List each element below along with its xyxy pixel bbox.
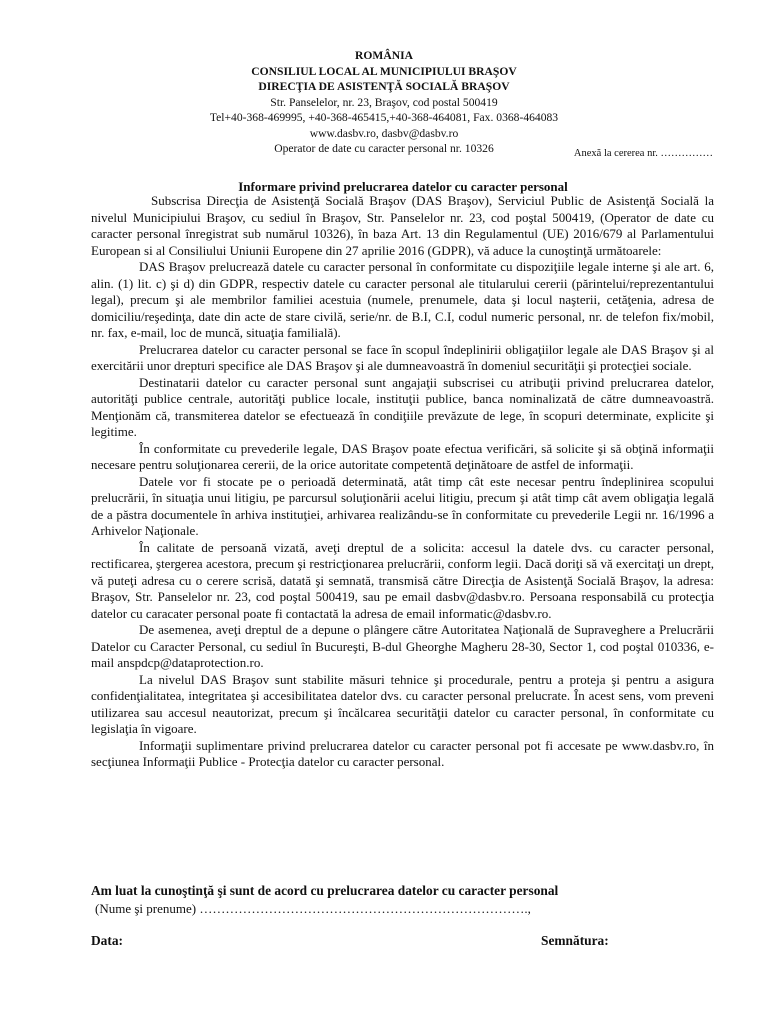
paragraph-verifications: În conformitate cu prevederile legale, DAS Braşov poate efectua verificări, să solicite şi să obţină informaţii necesare pentru soluţionarea cererii, de la orice autoritate competentă deţinătoare de astfel de informaţii.	[91, 440, 714, 472]
council-name: CONSILIUL LOCAL AL MUNICIPIULUI BRAŞOV	[251, 64, 517, 78]
paragraph-security: La nivelul DAS Braşov sunt stabilite măsuri tehnice şi procedurale, pentru a proteja şi pentru a asigura confidenţialitatea, integritatea şi accesibilitatea datelor dvs. cu caracter personal prelucrate. În acest sens, vom preveni utilizarea sau accesul neautorizat, precum şi încălcarea securităţii datelor cu caracter personal, în conformitate cu legislaţia în vigoare.	[91, 671, 714, 736]
paragraph-data-processed: DAS Braşov prelucrează datele cu caracter personal în conformitate cu dispoziţiile legale interne şi ale art. 6, alin. (1) lit. c) şi d) din GDPR, respectiv datele cu caracter personal ale titularului cererii (părintelui/reprezentantului legal), precum şi ale membrilor familiei acestuia (numele, prenumele, data şi locul naşterii, cetăţenia, adresa de domiciliu/reşedinţa, date din acte de stare civilă, serie/nr. de B.I, C.I, codul numeric personal, nr. de telefon fix/mobil, nr. fax, e-mail, loc de muncă, situaţia familială).	[91, 259, 714, 340]
paragraph-purpose: Prelucrarea datelor cu caracter personal se face în scopul îndeplinirii obligaţiilor legale ale DAS Braşov şi al exercitării unor drepturi specifice ale DAS Braşov şi ale dumneavoastră în domeniul securităţii şi protecţiei sociale.	[91, 341, 714, 373]
document-body	[91, 193, 714, 771]
annex-reference: Anexă la cererea nr. ……………	[573, 148, 713, 159]
date-field-label: Data:	[91, 933, 123, 948]
operator-number: Operator de date cu caracter personal nr. 10326	[274, 142, 494, 155]
postal-address: Str. Panselelor, nr. 23, Braşov, cod postal 500419	[270, 95, 498, 109]
letterhead	[0, 48, 768, 157]
consent-statement: Am luat la cunoştinţă şi sunt de acord cu prelucrarea datelor cu caracter personal	[91, 883, 559, 898]
paragraph-rights: În calitate de persoană vizată, aveţi dreptul de a solicita: accesul la datele dvs. cu caracter personal, rectificarea, ştergerea acestora, precum şi restricţionarea prelucrării, conform legii. Dacă doriţi să vă exercitaţi un drept, vă puteţi adresa cu o cerere scrisă, datată şi semnată, transmisă către Direcţia de Asistenţă Socială Braşov, la adresa: Braşov, Str. Panselelor nr. 23, cod poştal 500419, sau pe email dasbv@dasbv.ro. Persoana responsabilă cu protecţia datelor cu caracater personal poate fi contactată la adresa de email informatic@dasbv.ro.	[91, 539, 714, 621]
paragraph-storage: Datele vor fi stocate pe o perioadă determinată, atât timp cât este necesar pentru îndeplinirea scopului prelucrării, în situaţia unui litigiu, pe parcursul soluţionării acelui litigiu, precum şi atât timp cât avem obligaţia legală de a păstra documentele în arhiva instituţiei, arhivarea realizându-se în conformitate cu prevederile Legii nr. 16/1996 a Arhivelor Naţionale.	[91, 473, 714, 538]
signature-field-label: Semnătura:	[541, 933, 609, 948]
phone-fax-line: Tel+40-368-469995, +40-368-465415,+40-368-464081, Fax. 0368-464083	[209, 111, 559, 124]
name-field[interactable]: (Nume şi prenume) ………………………………………………………………….,	[95, 901, 531, 916]
paragraph-complaint: De asemenea, aveţi dreptul de a depune o plângere către Autoritatea Naţională de Supraveghere a Prelucrării Datelor cu Caracter Personal, cu sediul în Bucureşti, B-dul Gheorghe Magheru 28-30, Sector 1, cod poştal 010336, e-mail anspdcp@dataprotection.ro.	[91, 622, 714, 670]
directorate-name: DIRECŢIA DE ASISTENŢĂ SOCIALĂ BRAŞOV	[258, 80, 510, 93]
paragraph-intro: Subscrisa Direcţia de Asistenţă Socială Braşov (DAS Braşov), Serviciul Public de Asistenţă Socială la nivelul Municipiului Braşov, cu sediul în Braşov, Str. Panselelor nr. 23, cod poştal 500419, (Operator de date cu caracter personal înregistrat sub numărul 10326), în baza Art. 13 din Regulamentul (UE) 2016/679 al Parlamentului European si al Consiliului Uniunii Europene din 27 aprilie 2016 (GDPR), vă aduce la cunoştinţă următoarele:	[91, 193, 714, 258]
paragraph-more-info: Informaţii suplimentare privind prelucrarea datelor cu caracter personal pot fi accesate pe www.dasbv.ro, în secţiunea Informaţii Publice - Protecţia datelor cu caracter personal.	[91, 737, 714, 769]
document-title: Informare privind prelucrarea datelor cu caracter personal	[238, 179, 568, 194]
paragraph-recipients: Destinatarii datelor cu caracter personal sunt angajaţii subscrisei cu atribuţii privind prelucrarea datelor, autorităţi publice centrale, autorităţi publice locale, instituţii publice, banca nominalizată de către dumneavoastră. Menţionăm că, transmiterea datelor se efectuează în condiţiile prevăzute de lege, în scopuri determinate, explicite şi legitime.	[91, 374, 714, 439]
web-email-line: www.dasbv.ro, dasbv@dasbv.ro	[309, 126, 459, 140]
country-name: ROMÂNIA	[355, 49, 413, 62]
